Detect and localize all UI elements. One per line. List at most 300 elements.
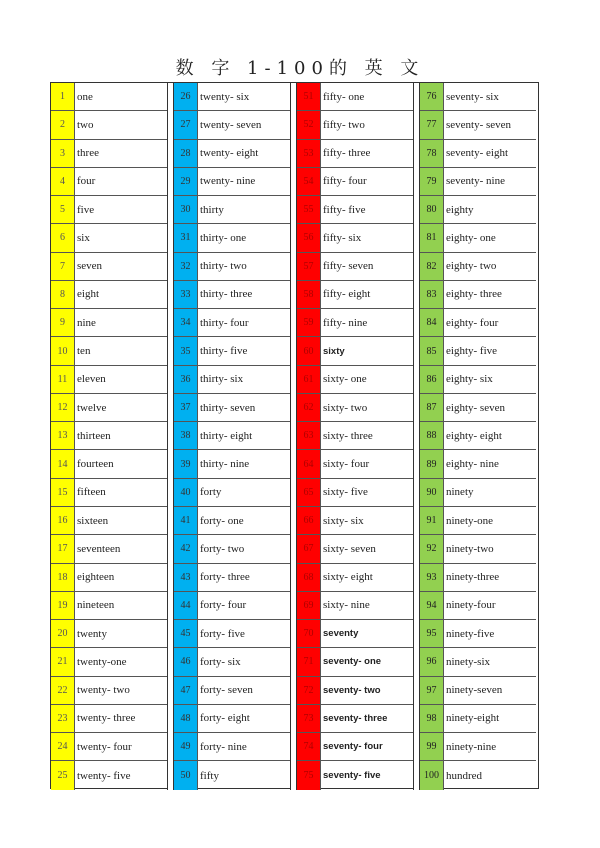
table-row	[174, 224, 290, 252]
word-cell: sixty- five	[323, 486, 368, 499]
word-cell: sixty- eight	[323, 571, 373, 584]
table-row	[420, 111, 536, 139]
word-cell: eighteen	[77, 571, 115, 584]
number-cell: 86	[420, 366, 444, 393]
number-cell: 78	[420, 140, 444, 167]
number-cell: 73	[297, 705, 321, 732]
table-row	[174, 677, 290, 705]
word-cell: seventy- two	[323, 684, 381, 696]
table-row	[420, 450, 536, 478]
table-row	[51, 592, 167, 620]
word-cell: ninety-three	[446, 571, 500, 584]
word-cell: twenty- two	[77, 684, 130, 697]
number-cell: 35	[174, 337, 198, 364]
word-cell: thirty- six	[200, 373, 244, 386]
number-cell: 93	[420, 564, 444, 591]
word-cell: thirty- three	[200, 288, 253, 301]
word-cell: eighty- seven	[446, 401, 505, 414]
word-cell: nine	[77, 316, 96, 329]
number-cell: 43	[174, 564, 198, 591]
word-cell: ninety-seven	[446, 684, 503, 697]
table-row	[174, 196, 290, 224]
word-cell: ninety	[446, 486, 474, 499]
table-row	[420, 83, 536, 111]
number-cell: 27	[174, 111, 198, 138]
word-cell: twelve	[77, 401, 107, 414]
word-cell: sixty- six	[323, 514, 364, 527]
number-cell: 51	[297, 83, 321, 110]
number-cell: 65	[297, 479, 321, 506]
number-cell: 21	[51, 648, 75, 675]
number-cell: 39	[174, 450, 198, 477]
table-row	[297, 224, 413, 252]
table-row	[51, 620, 167, 648]
word-cell: fifty- four	[323, 175, 367, 188]
number-cell: 7	[51, 253, 75, 280]
number-cell: 42	[174, 535, 198, 562]
word-cell: ten	[77, 345, 91, 358]
number-cell: 1	[51, 83, 75, 110]
word-cell: one	[77, 90, 93, 103]
word-cell: ninety-nine	[446, 740, 497, 753]
table-row	[297, 479, 413, 507]
word-cell: forty- five	[200, 627, 245, 640]
number-cell: 52	[297, 111, 321, 138]
number-cell: 2	[51, 111, 75, 138]
number-cell: 6	[51, 224, 75, 251]
column-1-25	[51, 83, 167, 790]
table-row	[420, 337, 536, 365]
word-cell: eighty- three	[446, 288, 502, 301]
word-cell: twenty	[77, 627, 107, 640]
table-row	[297, 507, 413, 535]
word-cell: fifty	[200, 769, 219, 782]
table-row	[420, 309, 536, 337]
table-row	[297, 705, 413, 733]
number-cell: 87	[420, 394, 444, 421]
word-cell: fifteen	[77, 486, 106, 499]
word-cell: seventeen	[77, 542, 121, 555]
column-divider	[290, 83, 297, 790]
word-cell: thirty- seven	[200, 401, 256, 414]
number-cell: 20	[51, 620, 75, 647]
number-cell: 98	[420, 705, 444, 732]
number-cell: 10	[51, 337, 75, 364]
word-cell: thirty	[200, 203, 224, 216]
page-title: 数 字 1-100的 英 文	[175, 58, 425, 79]
word-cell: fifty- eight	[323, 288, 371, 301]
table-row	[297, 733, 413, 761]
word-cell: seventy- one	[323, 656, 382, 668]
table-row	[297, 761, 413, 789]
table-row	[174, 366, 290, 394]
table-row	[174, 761, 290, 789]
number-cell: 58	[297, 281, 321, 308]
number-cell: 76	[420, 83, 444, 110]
number-cell: 14	[51, 450, 75, 477]
number-cell: 31	[174, 224, 198, 251]
number-cell: 46	[174, 648, 198, 675]
table-row	[51, 677, 167, 705]
table-row	[174, 281, 290, 309]
table-row	[51, 450, 167, 478]
table-row	[174, 507, 290, 535]
word-cell: sixty- two	[323, 401, 368, 414]
table-row	[51, 140, 167, 168]
word-cell: ninety-four	[446, 599, 496, 612]
word-cell: eighty- four	[446, 316, 499, 329]
word-cell: fifty- seven	[323, 260, 374, 273]
table-row	[174, 253, 290, 281]
table-row	[51, 761, 167, 789]
word-cell: forty- nine	[200, 740, 247, 753]
number-cell: 64	[297, 450, 321, 477]
table-row	[174, 648, 290, 676]
number-cell: 72	[297, 677, 321, 704]
number-cell: 41	[174, 507, 198, 534]
number-cell: 84	[420, 309, 444, 336]
table-row	[297, 140, 413, 168]
table-row	[420, 592, 536, 620]
word-cell: seven	[77, 260, 103, 273]
number-cell: 5	[51, 196, 75, 223]
number-cell: 45	[174, 620, 198, 647]
word-cell: four	[77, 175, 96, 188]
number-cell: 30	[174, 196, 198, 223]
table-row	[297, 253, 413, 281]
number-cell: 68	[297, 564, 321, 591]
table-row	[174, 620, 290, 648]
table-row	[420, 366, 536, 394]
table-row	[174, 564, 290, 592]
word-cell: nineteen	[77, 599, 115, 612]
word-cell: thirty- five	[200, 345, 248, 358]
word-cell: sixteen	[77, 514, 109, 527]
number-cell: 99	[420, 733, 444, 760]
table-row	[51, 83, 167, 111]
table-row	[420, 281, 536, 309]
table-row	[51, 422, 167, 450]
table-row	[297, 620, 413, 648]
column-26-50	[174, 83, 290, 790]
number-cell: 71	[297, 648, 321, 675]
table-row	[420, 620, 536, 648]
word-cell: twenty- four	[77, 740, 132, 753]
number-cell: 4	[51, 168, 75, 195]
word-cell: eleven	[77, 373, 106, 386]
number-cell: 60	[297, 337, 321, 364]
table-row	[51, 507, 167, 535]
word-cell: six	[77, 231, 90, 244]
number-cell: 40	[174, 479, 198, 506]
table-row	[297, 309, 413, 337]
word-cell: twenty- nine	[200, 175, 256, 188]
number-cell: 63	[297, 422, 321, 449]
table-row	[297, 592, 413, 620]
word-cell: hundred	[446, 769, 483, 782]
word-cell: seventy	[323, 628, 359, 640]
table-row	[297, 83, 413, 111]
number-cell: 8	[51, 281, 75, 308]
table-row	[51, 366, 167, 394]
word-cell: eight	[77, 288, 99, 301]
word-cell: thirteen	[77, 429, 111, 442]
word-cell: seventy- nine	[446, 175, 505, 188]
number-cell: 25	[51, 761, 75, 789]
table-row	[174, 479, 290, 507]
number-cell: 18	[51, 564, 75, 591]
word-cell: twenty- seven	[200, 118, 262, 131]
table-row	[174, 111, 290, 139]
number-cell: 29	[174, 168, 198, 195]
table-row	[174, 83, 290, 111]
table-row	[51, 733, 167, 761]
table-row	[297, 648, 413, 676]
number-cell: 57	[297, 253, 321, 280]
word-cell: twenty- three	[77, 712, 136, 725]
number-cell: 15	[51, 479, 75, 506]
word-cell: sixty	[323, 345, 345, 357]
number-cell: 95	[420, 620, 444, 647]
number-cell: 23	[51, 705, 75, 732]
table-row	[174, 422, 290, 450]
number-cell: 90	[420, 479, 444, 506]
column-51-75	[297, 83, 413, 790]
table-row	[420, 224, 536, 252]
word-cell: forty- seven	[200, 684, 253, 697]
word-cell: three	[77, 147, 99, 160]
number-cell: 33	[174, 281, 198, 308]
number-cell: 100	[420, 761, 444, 789]
table-row	[174, 592, 290, 620]
number-cell: 79	[420, 168, 444, 195]
word-cell: eighty- eight	[446, 429, 502, 442]
number-cell: 77	[420, 111, 444, 138]
table-row	[420, 253, 536, 281]
word-cell: ninety-six	[446, 655, 490, 668]
word-cell: fifty- six	[323, 231, 362, 244]
number-cell: 22	[51, 677, 75, 704]
number-cell: 54	[297, 168, 321, 195]
word-cell: eighty- nine	[446, 458, 499, 471]
number-cell: 91	[420, 507, 444, 534]
number-cell: 75	[297, 761, 321, 789]
table-row	[420, 761, 536, 789]
number-cell: 32	[174, 253, 198, 280]
word-cell: twenty- five	[77, 769, 131, 782]
word-cell: sixty- four	[323, 458, 370, 471]
number-cell: 89	[420, 450, 444, 477]
word-cell: eighty	[446, 203, 474, 216]
table-row	[51, 224, 167, 252]
word-cell: sixty- seven	[323, 542, 376, 555]
number-cell: 37	[174, 394, 198, 421]
number-cell: 38	[174, 422, 198, 449]
word-cell: fourteen	[77, 458, 114, 471]
table-row	[174, 309, 290, 337]
number-cell: 82	[420, 253, 444, 280]
number-cell: 16	[51, 507, 75, 534]
table-row	[297, 196, 413, 224]
word-cell: fifty- one	[323, 90, 365, 103]
table-row	[51, 309, 167, 337]
table-row	[297, 535, 413, 563]
number-cell: 48	[174, 705, 198, 732]
table-row	[51, 564, 167, 592]
word-cell: ninety-one	[446, 514, 494, 527]
word-cell: ninety-eight	[446, 712, 500, 725]
table-row	[420, 733, 536, 761]
number-cell: 97	[420, 677, 444, 704]
word-cell: ninety-five	[446, 627, 495, 640]
number-cell: 34	[174, 309, 198, 336]
number-cell: 55	[297, 196, 321, 223]
word-cell: sixty- one	[323, 373, 367, 386]
table-row	[420, 507, 536, 535]
number-cell: 81	[420, 224, 444, 251]
word-cell: thirty- four	[200, 316, 249, 329]
number-cell: 9	[51, 309, 75, 336]
table-row	[297, 394, 413, 422]
word-cell: fifty- two	[323, 118, 365, 131]
table-row	[420, 564, 536, 592]
number-cell: 80	[420, 196, 444, 223]
table-row	[297, 677, 413, 705]
word-cell: forty- two	[200, 542, 245, 555]
table-row	[420, 648, 536, 676]
word-cell: eighty- six	[446, 373, 493, 386]
word-cell: twenty- six	[200, 90, 250, 103]
number-cell: 69	[297, 592, 321, 619]
number-cell: 92	[420, 535, 444, 562]
table-row	[297, 337, 413, 365]
table-row	[297, 281, 413, 309]
number-cell: 70	[297, 620, 321, 647]
word-cell: forty	[200, 486, 222, 499]
number-cell: 53	[297, 140, 321, 167]
table-row	[51, 705, 167, 733]
table-row	[420, 535, 536, 563]
word-cell: forty- four	[200, 599, 247, 612]
table-row	[297, 422, 413, 450]
word-cell: thirty- nine	[200, 458, 250, 471]
word-cell: seventy- seven	[446, 118, 512, 131]
table-row	[297, 168, 413, 196]
number-cell: 11	[51, 366, 75, 393]
table-row	[297, 111, 413, 139]
word-cell: fifty- three	[323, 147, 371, 160]
number-cell: 47	[174, 677, 198, 704]
word-cell: thirty- two	[200, 260, 247, 273]
word-cell: forty- one	[200, 514, 244, 527]
number-cell: 56	[297, 224, 321, 251]
number-cell: 3	[51, 140, 75, 167]
number-cell: 24	[51, 733, 75, 760]
word-cell: twenty- eight	[200, 147, 259, 160]
word-cell: ninety-two	[446, 542, 494, 555]
number-table	[50, 82, 539, 789]
table-row	[297, 450, 413, 478]
word-cell: thirty- one	[200, 231, 247, 244]
word-cell: forty- eight	[200, 712, 250, 725]
number-cell: 88	[420, 422, 444, 449]
word-cell: twenty-one	[77, 655, 127, 668]
table-row	[420, 677, 536, 705]
number-cell: 12	[51, 394, 75, 421]
table-row	[420, 168, 536, 196]
table-row	[420, 394, 536, 422]
table-row	[51, 281, 167, 309]
table-row	[297, 564, 413, 592]
number-cell: 66	[297, 507, 321, 534]
word-cell: seventy- eight	[446, 147, 509, 160]
number-cell: 26	[174, 83, 198, 110]
table-row	[174, 705, 290, 733]
word-cell: seventy- four	[323, 741, 383, 753]
table-row	[420, 196, 536, 224]
word-cell: forty- three	[200, 571, 250, 584]
number-cell: 85	[420, 337, 444, 364]
column-divider	[413, 83, 420, 790]
word-cell: two	[77, 118, 94, 131]
number-cell: 59	[297, 309, 321, 336]
table-row	[420, 422, 536, 450]
column-divider	[167, 83, 174, 790]
table-row	[51, 337, 167, 365]
number-cell: 36	[174, 366, 198, 393]
number-cell: 19	[51, 592, 75, 619]
number-cell: 62	[297, 394, 321, 421]
number-cell: 83	[420, 281, 444, 308]
number-cell: 28	[174, 140, 198, 167]
table-row	[51, 253, 167, 281]
word-cell: seventy- six	[446, 90, 499, 103]
number-cell: 13	[51, 422, 75, 449]
table-row	[51, 196, 167, 224]
number-cell: 44	[174, 592, 198, 619]
word-cell: fifty- nine	[323, 316, 368, 329]
number-cell: 96	[420, 648, 444, 675]
table-row	[297, 366, 413, 394]
table-row	[174, 394, 290, 422]
number-cell: 94	[420, 592, 444, 619]
number-cell: 50	[174, 761, 198, 789]
table-row	[420, 479, 536, 507]
table-row	[174, 535, 290, 563]
table-row	[174, 168, 290, 196]
table-row	[51, 479, 167, 507]
table-row	[174, 733, 290, 761]
number-cell: 17	[51, 535, 75, 562]
word-cell: seventy- five	[323, 770, 381, 781]
table-row	[420, 705, 536, 733]
table-row	[174, 450, 290, 478]
word-cell: eighty- five	[446, 345, 498, 358]
word-cell: eighty- one	[446, 231, 496, 244]
word-cell: five	[77, 203, 95, 216]
column-76-100	[420, 83, 536, 790]
word-cell: sixty- nine	[323, 599, 370, 612]
word-cell: sixty- three	[323, 429, 373, 442]
table-row	[51, 535, 167, 563]
number-cell: 61	[297, 366, 321, 393]
word-cell: fifty- five	[323, 203, 366, 216]
word-cell: forty- six	[200, 655, 241, 668]
number-cell: 49	[174, 733, 198, 760]
table-row	[420, 140, 536, 168]
table-row	[51, 111, 167, 139]
number-cell: 74	[297, 733, 321, 760]
